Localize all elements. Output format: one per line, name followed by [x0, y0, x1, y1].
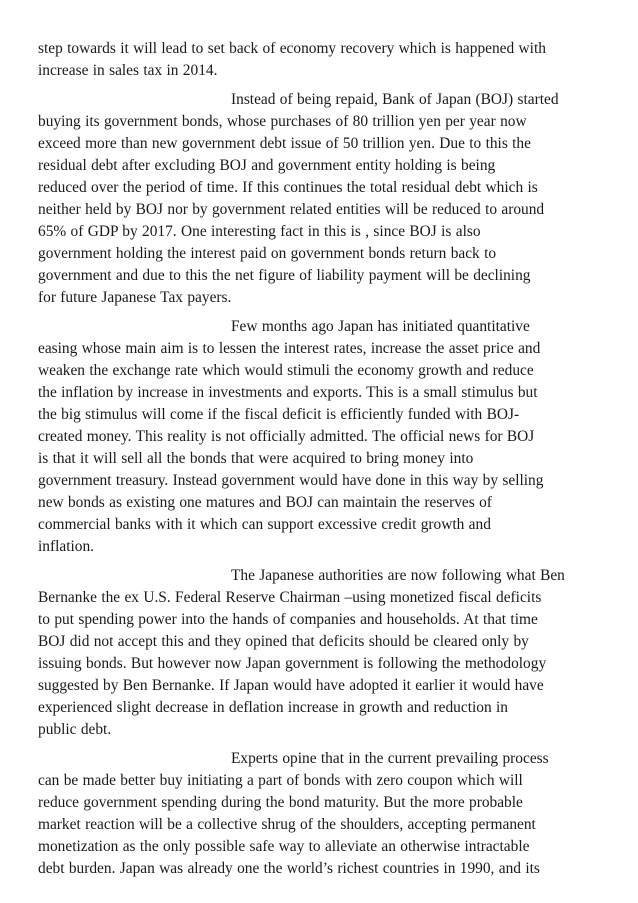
text-line: market reaction will be a collective shrug of the shoulders, accepting permanent: [38, 816, 536, 833]
text-line: suggested by Ben Bernanke. If Japan would have adopted it earlier it would have: [38, 677, 544, 694]
text-line: buying its government bonds, whose purchases of 80 trillion yen per year now: [38, 113, 527, 130]
text-line: commercial banks with it which can support excessive credit growth and: [38, 516, 491, 533]
text-line: Few months ago Japan has initiated quantitative: [231, 318, 530, 335]
text-line: government treasury. Instead government would have done in this way by selling: [38, 472, 544, 489]
text-line: created money. This reality is not officially admitted. The official news for BOJ: [38, 428, 535, 445]
text-line: Experts opine that in the current prevailing process: [231, 750, 549, 767]
text-line: government holding the interest paid on government bonds return back to: [38, 245, 497, 262]
text-line: Bernanke the ex U.S. Federal Reserve Chairman –using monetized fiscal deficits: [38, 589, 542, 606]
text-line: neither held by BOJ nor by government related entities will be reduced to around: [38, 201, 545, 218]
text-line: exceed more than new government debt issue of 50 trillion yen. Due to this the: [38, 135, 531, 152]
text-line: can be made better buy initiating a part of bonds with zero coupon which will: [38, 772, 523, 789]
text-line: debt burden. Japan was already one the world’s richest countries in 1990, and its: [38, 860, 540, 877]
text-line: issuing bonds. But however now Japan government is following the methodology: [38, 655, 547, 672]
text-line: step towards it will lead to set back of economy recovery which is happened with: [38, 40, 546, 57]
text-line: to put spending power into the hands of companies and households. At that time: [38, 611, 538, 628]
text-line: weaken the exchange rate which would stimuli the economy growth and reduce: [38, 362, 534, 379]
text-line: easing whose main aim is to lessen the interest rates, increase the asset price and: [38, 340, 541, 357]
text-line: monetization as the only possible safe way to alleviate an otherwise intractable: [38, 838, 530, 855]
text-line: is that it will sell all the bonds that were acquired to bring money into: [38, 450, 474, 467]
text-line: experienced slight decrease in deflation increase in growth and reduction in: [38, 699, 508, 716]
text-line: The Japanese authorities are now following what Ben: [231, 567, 565, 584]
text-line: Instead of being repaid, Bank of Japan (BOJ) started: [231, 91, 559, 108]
text-line: increase in sales tax in 2014.: [38, 62, 218, 79]
text-line: public debt.: [38, 721, 112, 738]
text-line: reduced over the period of time. If this continues the total residual debt which is: [38, 179, 538, 196]
text-line: the big stimulus will come if the fiscal deficit is efficiently funded with BOJ-: [38, 406, 520, 423]
text-line: BOJ did not accept this and they opined that deficits should be cleared only by: [38, 633, 529, 650]
text-line: government and due to this the net figure of liability payment will be declining: [38, 267, 531, 284]
text-line: inflation.: [38, 538, 94, 555]
text-line: reduce government spending during the bond maturity. But the more probable: [38, 794, 523, 811]
text-line: residual debt after excluding BOJ and government entity holding is being: [38, 157, 496, 174]
text-line: new bonds as existing one matures and BOJ can maintain the reserves of: [38, 494, 492, 511]
text-line: 65% of GDP by 2017. One interesting fact in this is , since BOJ is also: [38, 223, 481, 240]
text-line: for future Japanese Tax payers.: [38, 289, 232, 306]
text-line: the inflation by increase in investments and exports. This is a small stimulus but: [38, 384, 538, 401]
